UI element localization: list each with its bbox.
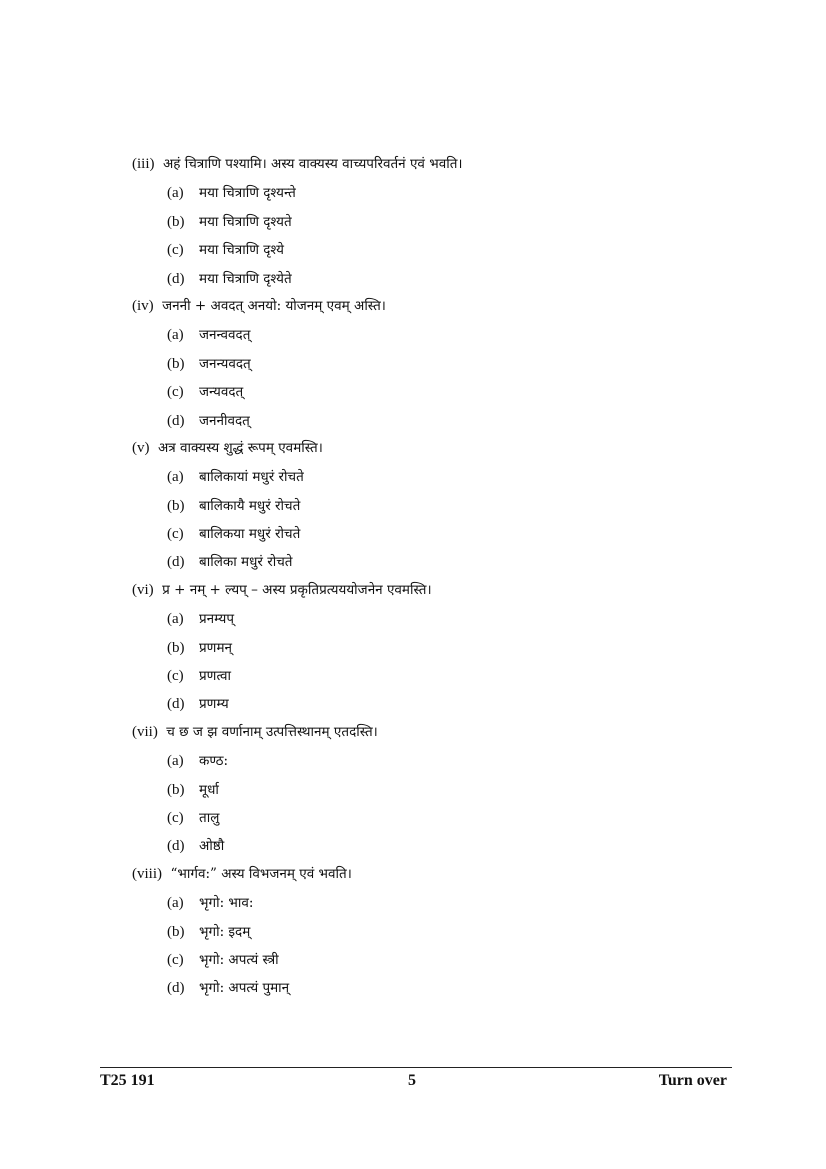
option-label: (c)	[167, 951, 184, 968]
option-viii-d	[132, 973, 732, 1001]
option-iv-b	[132, 349, 732, 377]
option-text: मया चित्राणि दृश्येते	[199, 270, 292, 287]
option-iii-d	[132, 264, 732, 292]
option-text: बालिकया मधुरं रोचते	[199, 526, 301, 543]
option-vii-b	[132, 775, 732, 803]
question-viii	[132, 860, 732, 888]
option-text: प्रनम्यप्	[199, 611, 235, 628]
option-label: (b)	[167, 781, 185, 798]
option-v-b	[132, 491, 732, 519]
option-text: तालु	[199, 809, 220, 826]
option-label: (b)	[167, 497, 185, 514]
option-iv-c	[132, 377, 732, 405]
option-text: मया चित्राणि दृश्यते	[199, 213, 292, 230]
option-text: भृगो: इदम्	[199, 923, 251, 940]
question-text: च छ ज झ वर्णानाम् उत्पत्तिस्थानम् एतदस्ति।	[166, 723, 378, 740]
option-label: (d)	[167, 980, 185, 997]
option-label: (a)	[167, 327, 184, 344]
option-vii-c	[132, 803, 732, 831]
question-text: “भार्गव:” अस्य विभजनम् एवं भवति।	[170, 865, 352, 882]
paper-code: T25 191	[100, 1072, 155, 1089]
question-number: (iii)	[132, 156, 155, 172]
option-vi-d	[132, 689, 732, 717]
option-label: (a)	[167, 469, 184, 486]
page-number: 5	[408, 1072, 416, 1089]
option-text: बालिकायै मधुरं रोचते	[199, 497, 301, 514]
option-text: जननीवदत्	[199, 412, 250, 429]
option-label: (c)	[167, 526, 184, 543]
option-text: भृगो: भाव:	[199, 895, 254, 912]
question-text: प्र + नम् + ल्यप् – अस्य प्रकृतिप्रत्यययोजनेन एवमस्ति।	[162, 581, 432, 598]
option-iii-a	[132, 178, 732, 206]
question-vii	[132, 718, 732, 746]
option-vii-d	[132, 831, 732, 859]
question-text: अत्र वाक्यस्य शुद्धं रूपम् एवमस्ति।	[157, 439, 323, 456]
option-viii-b	[132, 917, 732, 945]
question-number: (vii)	[132, 723, 158, 740]
question-vi	[132, 576, 732, 604]
option-label: (c)	[167, 384, 184, 401]
option-label: (b)	[167, 213, 185, 230]
option-text: प्रणत्वा	[199, 668, 232, 685]
option-label: (c)	[167, 242, 184, 259]
option-label: (d)	[167, 838, 185, 855]
option-label: (b)	[167, 923, 185, 940]
question-v	[132, 434, 732, 462]
option-v-c	[132, 519, 732, 547]
option-label: (d)	[167, 554, 185, 571]
question-number: (iv)	[132, 297, 154, 314]
turn-over-label: Turn over	[658, 1072, 727, 1089]
option-text: जन्यवदत्	[199, 384, 244, 401]
option-vii-a	[132, 746, 732, 774]
option-label: (a)	[167, 753, 184, 770]
option-viii-c	[132, 945, 732, 973]
question-text: जननी + अवदत् अनयो: योजनम् एवम् अस्ति।	[162, 297, 386, 314]
question-number: (viii)	[132, 865, 162, 882]
option-iii-b	[132, 207, 732, 235]
option-label: (a)	[167, 185, 184, 202]
option-label: (c)	[167, 668, 184, 685]
option-iii-c	[132, 235, 732, 263]
option-v-d	[132, 547, 732, 575]
option-viii-a	[132, 888, 732, 916]
option-text: जनन्यवदत्	[199, 355, 251, 372]
option-text: भृगो: अपत्यं पुमान्	[199, 980, 290, 997]
option-text: जनन्ववदत्	[199, 327, 251, 344]
option-text: भृगो: अपत्यं स्त्री	[199, 951, 279, 968]
question-iv	[132, 292, 732, 320]
option-vi-b	[132, 633, 732, 661]
question-number: (vi)	[132, 581, 154, 598]
option-text: मया चित्राणि दृश्ये	[199, 242, 284, 259]
option-text: कण्ठ:	[199, 753, 229, 770]
option-text: बालिकायां मधुरं रोचते	[199, 469, 304, 486]
option-iv-a	[132, 320, 732, 348]
option-text: मूर्धा	[199, 781, 219, 798]
option-label: (a)	[167, 895, 184, 912]
option-label: (b)	[167, 639, 185, 656]
option-label: (d)	[167, 270, 185, 287]
option-label: (d)	[167, 696, 185, 713]
option-text: मया चित्राणि दृश्यन्ते	[199, 185, 296, 202]
option-text: प्रणम्य	[199, 696, 229, 713]
option-text: ओष्ठौ	[199, 838, 225, 855]
footer-divider	[100, 1067, 732, 1068]
option-vi-a	[132, 604, 732, 632]
option-text: प्रणमन्	[199, 639, 233, 656]
option-label: (b)	[167, 355, 185, 372]
option-label: (a)	[167, 611, 184, 628]
question-list	[132, 150, 732, 1002]
option-vi-c	[132, 661, 732, 689]
question-text: अहं चित्राणि पश्यामि। अस्य वाक्यस्य वाच्यपरिवर्तनं एवं भवति।	[162, 156, 463, 172]
option-label: (c)	[167, 809, 184, 826]
question-iii	[132, 150, 732, 178]
option-iv-d	[132, 406, 732, 434]
option-v-a	[132, 462, 732, 490]
question-number: (v)	[132, 439, 150, 456]
option-label: (d)	[167, 412, 185, 429]
option-text: बालिका मधुरं रोचते	[199, 554, 293, 571]
